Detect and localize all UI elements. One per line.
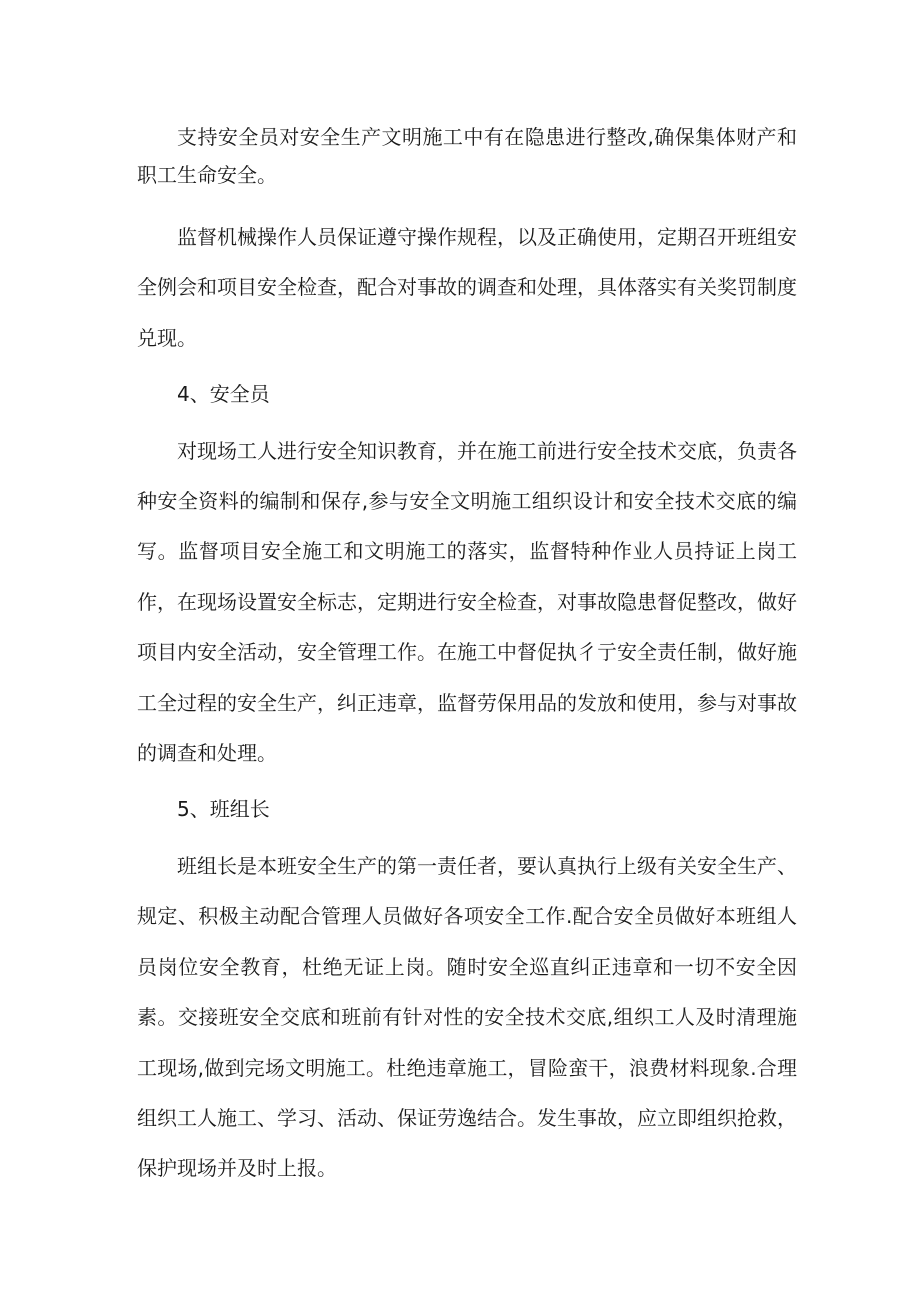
paragraph-team-leader-duties: 班组长是本班安全生产的第一责任者，要认真执行上级有关安全生产、规定、积极主动配合管理人员做好各项安全工作.配合安全员做好本班组人员岗位安全教育，杜绝无证上岗。随时安全巡直纠正违章和一切不安全因素。交接班安全交底和班前有针对性的安全技术交底,组织工人及时清理施工现场,做到完场文明施工。杜绝违章施工，冒险蛮干，浪费材料现象.合理组织工人施工、学习、活动、保证劳逸结合。发生事故，应立即组织抢救，保护现场并及时上报。 [137,853,797,1181]
section-heading-safety-officer: 4、安全员 [177,382,270,407]
paragraph-machinery-supervision: 监督机械操作人员保证遵守操作规程，以及正确使用，定期召开班组安全例会和项目安全检查，配合对事故的调查和处理，具体落实有关奖罚制度兑现。 [137,225,797,350]
paragraph-safety-officer-duties: 对现场工人进行安全知识教育，并在施工前进行安全技术交底，负责各种安全资料的编制和保存,参与安全文明施工组织设计和安全技术交底的编写。监督项目安全施工和文明施工的落实，监督特种作业人员持证上岗工作，在现场设置安全标志，定期进行安全检查，对事故隐患督促整改，做好项目内安全活动，安全管理工作。在施工中督促执彳亍安全责任制，做好施工全过程的安全生产，纠正违章，监督劳保用品的发放和使用，参与对事故的调查和处理。 [137,438,797,766]
document-body [137,118,797,1194]
section-heading-team-leader: 5、班组长 [177,797,270,822]
paragraph-support-safety-officer: 支持安全员对安全生产文明施工中有在隐患进行整改,确保集体财产和职工生命安全。 [137,125,797,187]
